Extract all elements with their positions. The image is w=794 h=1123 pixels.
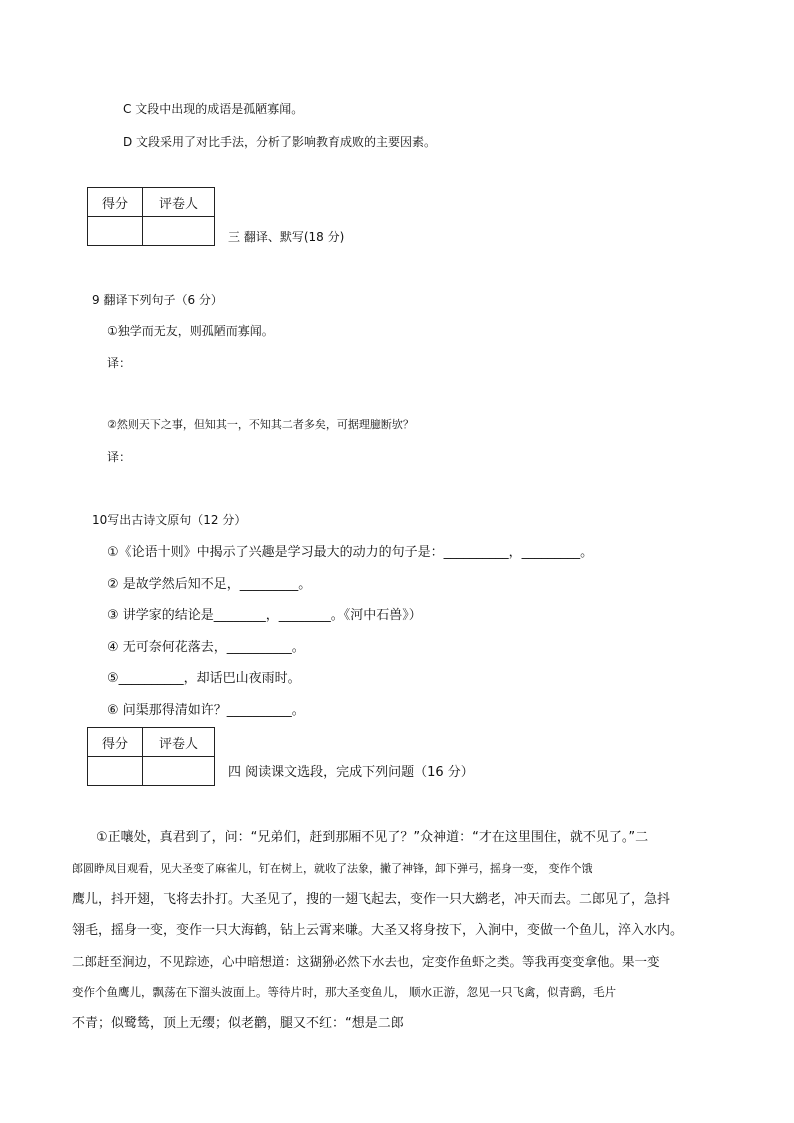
reading-passage <box>72 822 716 1039</box>
q10-item-1: ①《论语十则》中揭示了兴趣是学习最大的动力的句子是：__________，_________。 <box>107 545 594 560</box>
grader-cell <box>143 217 215 246</box>
score-table-2 <box>87 727 215 786</box>
q10-item-3: ③ 讲学家的结论是________，________。《河中石兽》） <box>107 608 422 623</box>
passage-line: 郎圆睁凤目观看，见大圣变了麻雀儿，钉在树上，就收了法象，撇了神锋，卸下弹弓，摇身一变， 变作个饿 <box>72 862 593 875</box>
q9-title: 9 翻译下列句子（6 分） <box>92 293 223 307</box>
q9-sentence-2: ②然则天下之事，但知其一，不知其二者多矣，可据理臆断欤？ <box>107 418 414 431</box>
grader-header: 评卷人 <box>143 188 215 217</box>
option-c: C 文段中出现的成语是孤陋寡闻。 <box>123 102 304 116</box>
option-d: D 文段采用了对比手法，分析了影响教育成败的主要因素。 <box>123 135 437 149</box>
q10-item-4: ④ 无可奈何花落去，__________。 <box>107 640 305 655</box>
q9-translation-label-1: 译： <box>107 356 132 370</box>
score-cell <box>88 217 143 246</box>
q9-sentence-1: ①独学而无友，则孤陋而寡闻。 <box>107 324 274 338</box>
passage-line: 不青；似鹭鸶，顶上无缨；似老鹳，腿又不红：“想是二郎 <box>72 1016 404 1031</box>
passage-line: ①正嚷处，真君到了，问：“兄弟们，赶到那厢不见了？”众神道：“才在这里围住，就不见了。”二 <box>96 830 649 845</box>
score-cell <box>88 757 143 786</box>
section-4-title: 四 阅读课文选段，完成下列问题（16 分） <box>228 765 474 780</box>
q10-item-5: ⑤__________，却话巴山夜雨时。 <box>107 671 301 686</box>
passage-line: 翎毛，摇身一变，变作一只大海鹤，钻上云霄来嗛。大圣又将身按下，入涧中，变做一个鱼儿，淬入水内。 <box>72 923 684 938</box>
score-table <box>87 187 215 246</box>
passage-line: 鹰儿，抖开翅，飞将去扑打。大圣见了，搜的一翅飞起去，变作一只大鹚老，冲天而去。二郎见了，急抖 <box>72 892 671 907</box>
passage-line: 变作个鱼鹰儿，飘荡在下溜头波面上。等待片时，那大圣变鱼儿， 顺水正游，忽见一只飞禽，似青鹞，毛片 <box>72 985 617 999</box>
passage-line: 二郎赶至涧边，不见踪迹，心中暗想道：这猢狲必然下水去也，定变作鱼虾之类。等我再变变拿他。果一变 <box>72 954 660 969</box>
grader-cell <box>143 757 215 786</box>
q10-title: 10写出古诗文原句（12 分） <box>92 513 247 527</box>
q10-item-6: ⑥ 问渠那得清如许？__________。 <box>107 703 305 718</box>
q10-item-2: ② 是故学然后知不足，_________。 <box>107 577 312 592</box>
section-3-title: 三 翻译、默写(18 分) <box>228 230 345 244</box>
q9-translation-label-2: 译： <box>107 450 132 464</box>
score-header: 得分 <box>88 188 143 217</box>
score-header: 得分 <box>88 728 143 757</box>
grader-header: 评卷人 <box>143 728 215 757</box>
